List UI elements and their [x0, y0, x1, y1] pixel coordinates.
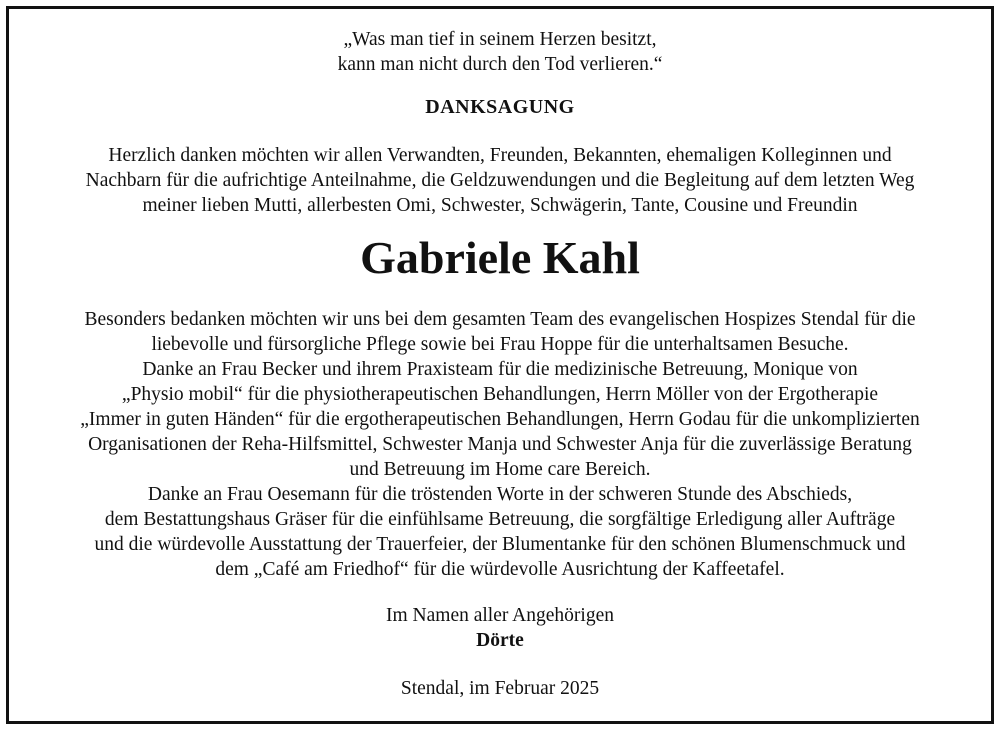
funeral-line-3: und die würdevolle Ausstattung der Trauerfeier, der Blumentanke für den schönen Blumenschmuck und [94, 534, 906, 555]
thanks-paragraph-funeral [0, 482, 1000, 582]
care-line-6: Organisationen der Reha-Hilfsmittel, Schwester Manja und Schwester Anja für die zuverlässige Beratung [88, 434, 912, 455]
epigraph-quote [0, 27, 1000, 77]
funeral-line-1: Danke an Frau Oesemann für die tröstenden Worte in der schweren Stunde des Abschieds, [147, 484, 853, 505]
intro-line-3: meiner lieben Mutti, allerbesten Omi, Schwester, Schwägerin, Tante, Cousine und Freundin [142, 195, 858, 216]
deceased-name: Gabriele Kahl [360, 232, 640, 283]
place-and-date [0, 676, 1000, 701]
care-line-7: und Betreuung im Home care Bereich. [349, 459, 651, 480]
care-line-2: liebevolle und fürsorgliche Pflege sowie bei Frau Hoppe für die unterhaltsamen Besuche. [151, 334, 849, 355]
thanks-paragraph-care [0, 307, 1000, 482]
signer-name: Dörte [476, 630, 524, 651]
quote-line-1: „Was man tief in seinem Herzen besitzt, [343, 29, 657, 50]
care-line-3: Danke an Frau Becker und ihrem Praxisteam für die medizinische Betreuung, Monique von [142, 359, 858, 380]
care-line-5: „Immer in guten Händen“ für die ergotherapeutischen Behandlungen, Herrn Godau für die unkomplizierten [80, 409, 920, 430]
funeral-line-2: dem Bestattungshaus Gräser für die einfühlsame Betreuung, die sorgfältige Erledigung aller Aufträge [104, 509, 896, 530]
intro-paragraph [0, 143, 1000, 218]
on-behalf-line: Im Namen aller Angehörigen [386, 605, 614, 626]
quote-line-2: kann man nicht durch den Tod verlieren.“ [337, 54, 663, 75]
care-line-1: Besonders bedanken möchten wir uns bei dem gesamten Team des evangelischen Hospizes Stendal für die [84, 309, 916, 330]
notice-heading: DANKSAGUNG [425, 96, 575, 118]
intro-line-2: Nachbarn für die aufrichtige Anteilnahme, die Geldzuwendungen und die Begleitung auf dem letzten Weg [85, 170, 915, 191]
closing-block [0, 603, 1000, 653]
care-line-4: „Physio mobil“ für die physiotherapeutischen Behandlungen, Herrn Möller von der Ergotherapie [121, 384, 879, 405]
place-date-line: Stendal, im Februar 2025 [400, 678, 600, 699]
intro-line-1: Herzlich danken möchten wir allen Verwandten, Freunden, Bekannten, ehemaligen Kolleginnen und [108, 145, 892, 166]
funeral-line-4: dem „Café am Friedhof“ für die würdevolle Ausrichtung der Kaffeetafel. [215, 559, 785, 580]
